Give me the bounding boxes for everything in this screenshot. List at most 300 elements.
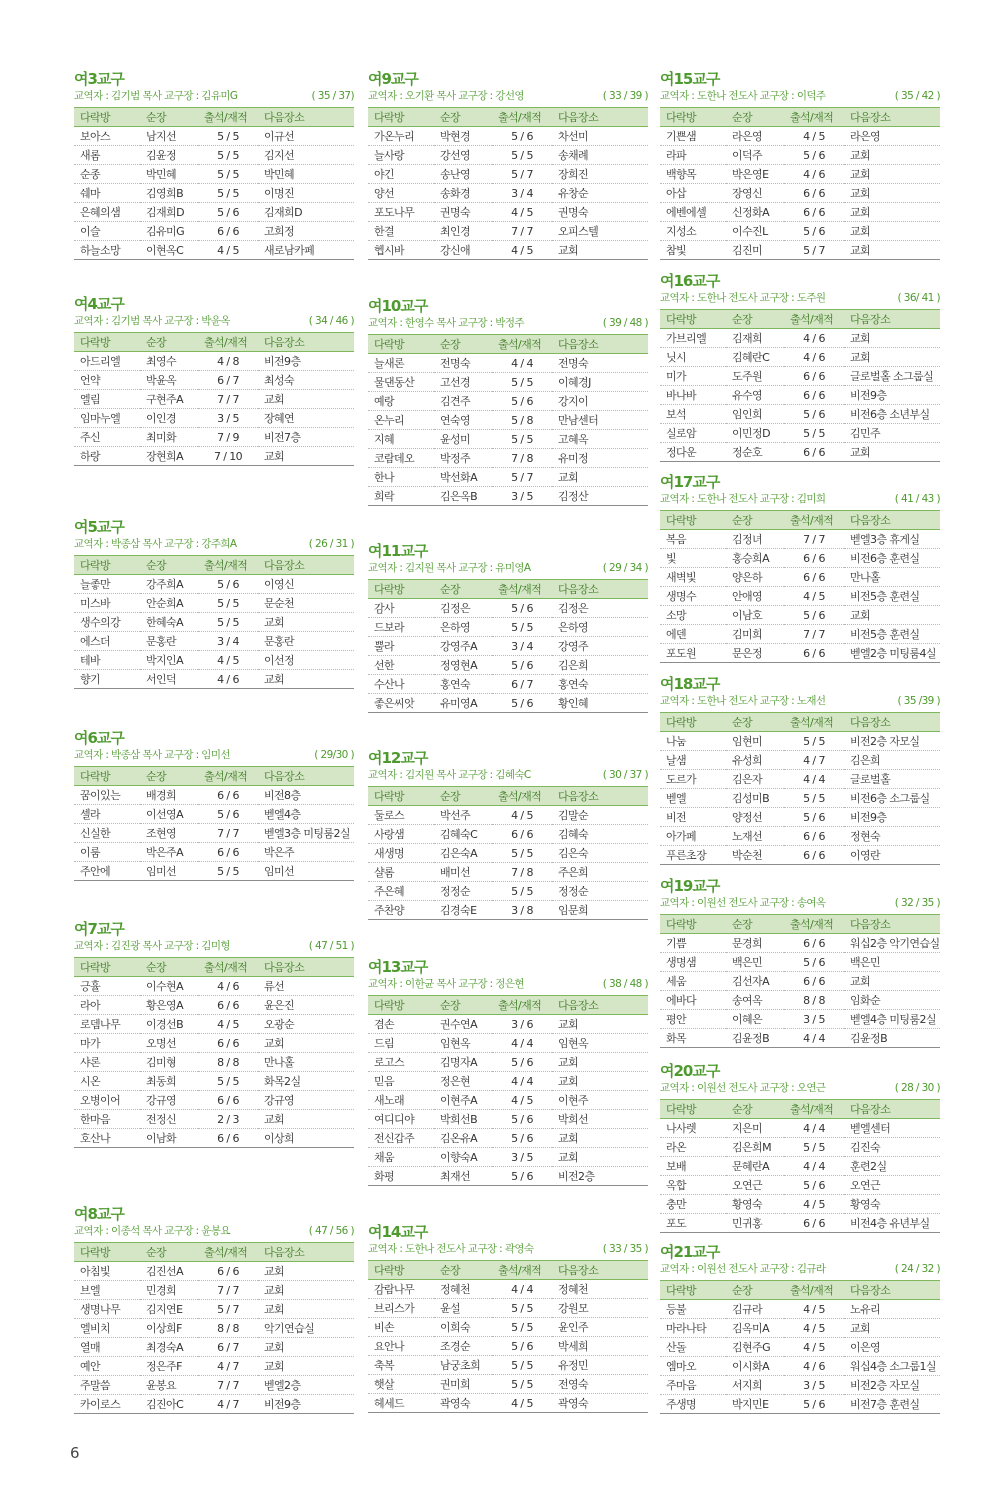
- attendance-total: ( 35 / 37): [311, 90, 354, 102]
- column-header: 순장: [140, 333, 198, 352]
- table-row: [660, 1195, 940, 1214]
- attendance: 4 / 5: [492, 806, 552, 825]
- next-place: 오피스텔: [552, 222, 648, 241]
- attendance: 4 / 5: [784, 1195, 844, 1214]
- attendance: 6 / 6: [198, 843, 258, 862]
- table-row: [74, 127, 354, 146]
- district-section: [660, 1062, 940, 1233]
- district-table: [74, 957, 354, 1148]
- leader-name: 박선화A: [434, 468, 492, 487]
- leader-name: 민귀홍: [726, 1214, 784, 1233]
- column-header: 출석/재적: [492, 580, 552, 599]
- attendance-total: ( 36/ 41 ): [897, 292, 940, 304]
- district-staff: [368, 561, 648, 575]
- leader-name: 박은영E: [726, 165, 784, 184]
- group-name: 화평: [368, 1167, 434, 1186]
- table-row: [368, 1394, 648, 1413]
- column-header: 순장: [434, 108, 492, 127]
- table-row: [368, 1299, 648, 1318]
- table-row: [660, 222, 940, 241]
- next-place: 비전5층 훈련실: [844, 625, 940, 644]
- next-place: 교회: [258, 613, 354, 632]
- leader-name: 김진선A: [140, 1262, 198, 1281]
- group-name: 코람데오: [368, 449, 434, 468]
- attendance: 8 / 8: [198, 1053, 258, 1072]
- table-row: [660, 1119, 940, 1138]
- attendance: 5 / 6: [784, 146, 844, 165]
- staff-line: 교역자 : 한영수 목사 교구장 : 박정주: [368, 317, 524, 329]
- attendance-total: ( 47 / 56 ): [308, 1225, 354, 1237]
- table-header-row: [660, 108, 940, 127]
- district-staff: [660, 694, 940, 708]
- attendance: 6 / 7: [492, 675, 552, 694]
- leader-name: 김은옥B: [434, 487, 492, 506]
- next-place: 이규선: [258, 127, 354, 146]
- district-title: 여12교구: [368, 749, 428, 767]
- next-place: 비전2층: [552, 1167, 648, 1186]
- attendance: 6 / 6: [784, 827, 844, 846]
- group-name: 에스더: [74, 632, 140, 651]
- leader-name: 이남호: [726, 606, 784, 625]
- group-name: 참빛: [660, 241, 726, 260]
- attendance: 6 / 6: [784, 184, 844, 203]
- next-place: 정혜천: [552, 1280, 648, 1299]
- leader-name: 박지인A: [140, 651, 198, 670]
- table-row: [368, 882, 648, 901]
- column-header: 다락방: [660, 511, 726, 530]
- table-row: [74, 786, 354, 805]
- group-name: 새롬: [74, 146, 140, 165]
- table-row: [368, 1015, 648, 1034]
- table-row: [368, 1356, 648, 1375]
- group-name: 마가: [74, 1034, 140, 1053]
- leader-name: 은하영: [434, 618, 492, 637]
- column-header: 출석/재적: [198, 767, 258, 786]
- leader-name: 한혜숙A: [140, 613, 198, 632]
- attendance: 7 / 7: [784, 530, 844, 549]
- next-place: 류선: [258, 977, 354, 996]
- next-place: 임미선: [258, 862, 354, 881]
- leader-name: 문경희: [726, 934, 784, 953]
- staff-line: 교역자 : 이한균 목사 교구장 : 정은현: [368, 978, 524, 990]
- column-header: 다락방: [74, 1243, 140, 1262]
- table-row: [74, 447, 354, 466]
- attendance: 6 / 6: [784, 549, 844, 568]
- group-name: 신실한: [74, 824, 140, 843]
- group-name: 충만: [660, 1195, 726, 1214]
- group-name: 늘좋만: [74, 575, 140, 594]
- table-row: [368, 806, 648, 825]
- next-place: 비전8층: [258, 786, 354, 805]
- district-staff: [74, 1224, 354, 1238]
- district-staff: [368, 316, 648, 330]
- group-name: 사랑샘: [368, 825, 434, 844]
- leader-name: 정정순: [434, 882, 492, 901]
- district-staff: [660, 1081, 940, 1095]
- table-header-row: [74, 556, 354, 575]
- attendance: 4 / 8: [198, 352, 258, 371]
- staff-line: 교역자 : 도한나 전도사 교구장 : 이덕주: [660, 90, 826, 102]
- table-row: [660, 568, 940, 587]
- table-row: [74, 1319, 354, 1338]
- district-section: [74, 920, 354, 1148]
- attendance: 7 / 10: [198, 447, 258, 466]
- group-name: 아드리엘: [74, 352, 140, 371]
- column-header: 순장: [726, 511, 784, 530]
- attendance: 5 / 6: [492, 1053, 552, 1072]
- group-name: 평안: [660, 1010, 726, 1029]
- attendance: 4 / 5: [198, 241, 258, 260]
- column-header: 출석/재적: [198, 108, 258, 127]
- table-row: [74, 146, 354, 165]
- leader-name: 강규영: [140, 1091, 198, 1110]
- attendance: 5 / 7: [784, 241, 844, 260]
- group-name: 뿔라: [368, 637, 434, 656]
- next-place: 김진숙: [844, 1138, 940, 1157]
- attendance: 4 / 5: [492, 1394, 552, 1413]
- attendance: 5 / 5: [198, 165, 258, 184]
- leader-name: 최경숙A: [140, 1338, 198, 1357]
- table-row: [660, 329, 940, 348]
- attendance: 5 / 7: [198, 1300, 258, 1319]
- next-place: 김윤정B: [844, 1029, 940, 1048]
- table-row: [368, 844, 648, 863]
- leader-name: 김미형: [140, 1053, 198, 1072]
- next-place: 최성숙: [258, 371, 354, 390]
- group-name: 감람나무: [368, 1280, 434, 1299]
- next-place: 교회: [844, 443, 940, 462]
- table-header-row: [368, 787, 648, 806]
- leader-name: 김규라: [726, 1300, 784, 1319]
- column-header: 순장: [726, 1281, 784, 1300]
- staff-line: 교역자 : 도한나 전도사 교구장 : 곽영숙: [368, 1243, 534, 1255]
- table-row: [74, 203, 354, 222]
- group-name: 채움: [368, 1148, 434, 1167]
- attendance: 5 / 5: [492, 1318, 552, 1337]
- attendance-total: ( 34 / 46 ): [308, 315, 354, 327]
- leader-name: 최인경: [434, 222, 492, 241]
- district-table: [660, 107, 940, 260]
- group-name: 지성소: [660, 222, 726, 241]
- staff-line: 교역자 : 김진광 목사 교구장 : 김미형: [74, 940, 230, 952]
- next-place: 임화순: [844, 991, 940, 1010]
- leader-name: 김은자: [726, 770, 784, 789]
- next-place: 오연근: [844, 1176, 940, 1195]
- table-row: [368, 487, 648, 506]
- attendance: 6 / 6: [784, 386, 844, 405]
- staff-line: 교역자 : 박종삼 목사 교구장 : 임미선: [74, 749, 230, 761]
- attendance: 6 / 6: [198, 786, 258, 805]
- attendance: 4 / 6: [784, 329, 844, 348]
- next-place: 장혜연: [258, 409, 354, 428]
- group-name: 백향목: [660, 165, 726, 184]
- group-name: 에벤에셀: [660, 203, 726, 222]
- column-header: 다음장소: [258, 556, 354, 575]
- leader-name: 김재희: [726, 329, 784, 348]
- next-place: 교회: [258, 390, 354, 409]
- group-name: 새생명: [368, 844, 434, 863]
- leader-name: 조경순: [434, 1337, 492, 1356]
- attendance: 5 / 7: [492, 468, 552, 487]
- next-place: 글로벌홀: [844, 770, 940, 789]
- leader-name: 박희선B: [434, 1110, 492, 1129]
- attendance: 3 / 8: [492, 901, 552, 920]
- attendance-total: ( 35 /39 ): [897, 695, 940, 707]
- attendance: 7 / 8: [492, 449, 552, 468]
- next-place: 교회: [844, 329, 940, 348]
- group-name: 등불: [660, 1300, 726, 1319]
- next-place: 정현숙: [844, 827, 940, 846]
- group-name: 햇살: [368, 1375, 434, 1394]
- next-place: 비전7층 훈련실: [844, 1395, 940, 1414]
- table-row: [74, 632, 354, 651]
- next-place: 벧엘2층: [258, 1376, 354, 1395]
- next-place: 강영주: [552, 637, 648, 656]
- next-place: 이혜경J: [552, 373, 648, 392]
- attendance: 3 / 4: [198, 632, 258, 651]
- leader-name: 백은민: [726, 953, 784, 972]
- district-section: [74, 518, 354, 689]
- leader-name: 라은영: [726, 127, 784, 146]
- table-header-row: [660, 511, 940, 530]
- column-header: 순장: [434, 335, 492, 354]
- attendance: 3 / 4: [492, 637, 552, 656]
- table-row: [368, 127, 648, 146]
- attendance: 5 / 5: [492, 146, 552, 165]
- attendance: 6 / 7: [198, 1338, 258, 1357]
- column-header: 다음장소: [552, 580, 648, 599]
- leader-name: 송화경: [434, 184, 492, 203]
- leader-name: 양정선: [726, 808, 784, 827]
- attendance: 5 / 5: [784, 1138, 844, 1157]
- attendance: 4 / 4: [784, 770, 844, 789]
- column-header: 다락방: [74, 958, 140, 977]
- table-row: [660, 146, 940, 165]
- district-staff: [368, 89, 648, 103]
- column-header: 다락방: [660, 713, 726, 732]
- attendance-total: ( 39 / 48 ): [602, 317, 648, 329]
- table-header-row: [74, 333, 354, 352]
- column-header: 순장: [140, 556, 198, 575]
- group-name: 푸른초장: [660, 846, 726, 865]
- table-row: [660, 443, 940, 462]
- table-row: [660, 587, 940, 606]
- group-name: 라파: [660, 146, 726, 165]
- attendance: 5 / 6: [492, 599, 552, 618]
- leader-name: 김혜숙C: [434, 825, 492, 844]
- attendance-total: ( 30 / 37 ): [602, 769, 648, 781]
- district-table: [74, 766, 354, 881]
- next-place: 비전4층 유년부실: [844, 1214, 940, 1233]
- next-place: 교회: [844, 222, 940, 241]
- column-header: 순장: [726, 1100, 784, 1119]
- attendance-total: ( 38 / 48 ): [602, 978, 648, 990]
- table-row: [660, 165, 940, 184]
- column-header: 다락방: [368, 1261, 434, 1280]
- group-name: 드림: [368, 1034, 434, 1053]
- next-place: 화목2실: [258, 1072, 354, 1091]
- leader-name: 최미화: [140, 428, 198, 447]
- leader-name: 전명숙: [434, 354, 492, 373]
- attendance: 8 / 8: [198, 1319, 258, 1338]
- column-header: 다락방: [74, 767, 140, 786]
- staff-line: 교역자 : 김지원 목사 교구장 : 유미영A: [368, 562, 531, 574]
- group-name: 요안나: [368, 1337, 434, 1356]
- leader-name: 안애영: [726, 587, 784, 606]
- district-title: 여10교구: [368, 297, 428, 315]
- table-row: [368, 825, 648, 844]
- leader-name: 장영신: [726, 184, 784, 203]
- table-row: [74, 1281, 354, 1300]
- next-place: 교회: [844, 184, 940, 203]
- table-row: [660, 348, 940, 367]
- group-name: 새벽빛: [660, 568, 726, 587]
- attendance: 5 / 6: [492, 1337, 552, 1356]
- district-title: 여19교구: [660, 877, 720, 895]
- table-row: [660, 1338, 940, 1357]
- table-row: [368, 222, 648, 241]
- attendance-total: ( 26 / 31 ): [308, 538, 354, 550]
- group-name: 포도나무: [368, 203, 434, 222]
- group-name: 순종: [74, 165, 140, 184]
- column-header: 다음장소: [844, 108, 940, 127]
- attendance: 5 / 6: [198, 203, 258, 222]
- district-section: [368, 749, 648, 920]
- group-name: 한나: [368, 468, 434, 487]
- table-row: [74, 184, 354, 203]
- group-name: 은혜의샘: [74, 203, 140, 222]
- group-name: 테바: [74, 651, 140, 670]
- next-place: 홍연숙: [552, 675, 648, 694]
- column-header: 다음장소: [844, 1281, 940, 1300]
- leader-name: 오명선: [140, 1034, 198, 1053]
- attendance: 4 / 5: [784, 1319, 844, 1338]
- next-place: 강지이: [552, 392, 648, 411]
- column-header: 다락방: [74, 108, 140, 127]
- next-place: 이영란: [844, 846, 940, 865]
- next-place: 교회: [844, 1319, 940, 1338]
- group-name: 소망: [660, 606, 726, 625]
- next-place: 교회: [258, 1357, 354, 1376]
- next-place: 백은민: [844, 953, 940, 972]
- group-name: 바나바: [660, 386, 726, 405]
- next-place: 전영숙: [552, 1375, 648, 1394]
- group-name: 주신: [74, 428, 140, 447]
- district-staff: [74, 89, 354, 103]
- column-header: 출석/재적: [784, 915, 844, 934]
- next-place: 김은희: [552, 656, 648, 675]
- next-place: 벧엘3층 휴게실: [844, 530, 940, 549]
- leader-name: 이인경: [140, 409, 198, 428]
- next-place: 벧엘3층 미팅룸2실: [258, 824, 354, 843]
- table-row: [660, 991, 940, 1010]
- attendance: 5 / 5: [198, 594, 258, 613]
- column-header: 다락방: [660, 108, 726, 127]
- district-table: [74, 1242, 354, 1414]
- table-row: [368, 146, 648, 165]
- column-header: 다음장소: [844, 713, 940, 732]
- attendance: 5 / 6: [492, 1129, 552, 1148]
- group-name: 겸손: [368, 1015, 434, 1034]
- district-title: 여3교구: [74, 70, 124, 88]
- column-header: 다락방: [660, 1100, 726, 1119]
- leader-name: 김명자A: [434, 1053, 492, 1072]
- next-place: 워십4층 소그룹1실: [844, 1357, 940, 1376]
- table-row: [74, 805, 354, 824]
- district-table: [74, 555, 354, 689]
- group-name: 비전: [660, 808, 726, 827]
- column-header: 출석/재적: [784, 713, 844, 732]
- group-name: 실로암: [660, 424, 726, 443]
- group-name: 주마음: [660, 1376, 726, 1395]
- table-row: [660, 530, 940, 549]
- next-place: 곽영숙: [552, 1394, 648, 1413]
- table-row: [660, 127, 940, 146]
- group-name: 한결: [368, 222, 434, 241]
- district-title: 여6교구: [74, 729, 124, 747]
- attendance-total: ( 41 / 43 ): [894, 493, 940, 505]
- district-section: [74, 1205, 354, 1414]
- leader-name: 지은미: [726, 1119, 784, 1138]
- attendance: 4 / 7: [198, 1395, 258, 1414]
- attendance: 4 / 4: [784, 1157, 844, 1176]
- group-name: 산돌: [660, 1338, 726, 1357]
- next-place: 박희선: [552, 1110, 648, 1129]
- column-header: 순장: [726, 713, 784, 732]
- next-place: 비전2층 자모실: [844, 732, 940, 751]
- attendance: 7 / 7: [198, 1376, 258, 1395]
- district-section: [660, 70, 940, 260]
- column-header: 출석/재적: [492, 787, 552, 806]
- group-name: 생명샘: [660, 953, 726, 972]
- group-name: 기쁜샘: [660, 127, 726, 146]
- group-name: 예안: [74, 1357, 140, 1376]
- attendance: 4 / 5: [784, 587, 844, 606]
- leader-name: 김은희M: [726, 1138, 784, 1157]
- attendance: 7 / 7: [784, 625, 844, 644]
- next-place: 이명진: [258, 184, 354, 203]
- attendance: 7 / 8: [492, 863, 552, 882]
- next-place: 임현옥: [552, 1034, 648, 1053]
- attendance: 6 / 6: [784, 203, 844, 222]
- next-place: 교회: [258, 1034, 354, 1053]
- district-table: [660, 1099, 940, 1233]
- column-header: 다락방: [368, 996, 434, 1015]
- table-row: [660, 770, 940, 789]
- staff-line: 교역자 : 이원선 전도사 교구장 : 오연근: [660, 1082, 826, 1094]
- next-place: 교회: [552, 468, 648, 487]
- group-name: 향기: [74, 670, 140, 689]
- attendance: 4 / 5: [492, 1091, 552, 1110]
- attendance: 5 / 6: [492, 1110, 552, 1129]
- table-row: [660, 405, 940, 424]
- group-name: 야긴: [368, 165, 434, 184]
- staff-line: 교역자 : 김지원 목사 교구장 : 김혜숙C: [368, 769, 531, 781]
- attendance: 5 / 5: [198, 862, 258, 881]
- group-name: 아가페: [660, 827, 726, 846]
- table-row: [74, 222, 354, 241]
- attendance: 3 / 4: [492, 184, 552, 203]
- leader-name: 안순희A: [140, 594, 198, 613]
- attendance: 5 / 6: [492, 127, 552, 146]
- next-place: 김말순: [552, 806, 648, 825]
- leader-name: 박은주A: [140, 843, 198, 862]
- table-row: [74, 1376, 354, 1395]
- table-row: [660, 1357, 940, 1376]
- attendance: 3 / 5: [198, 409, 258, 428]
- attendance: 4 / 6: [198, 670, 258, 689]
- next-place: 만남센터: [552, 411, 648, 430]
